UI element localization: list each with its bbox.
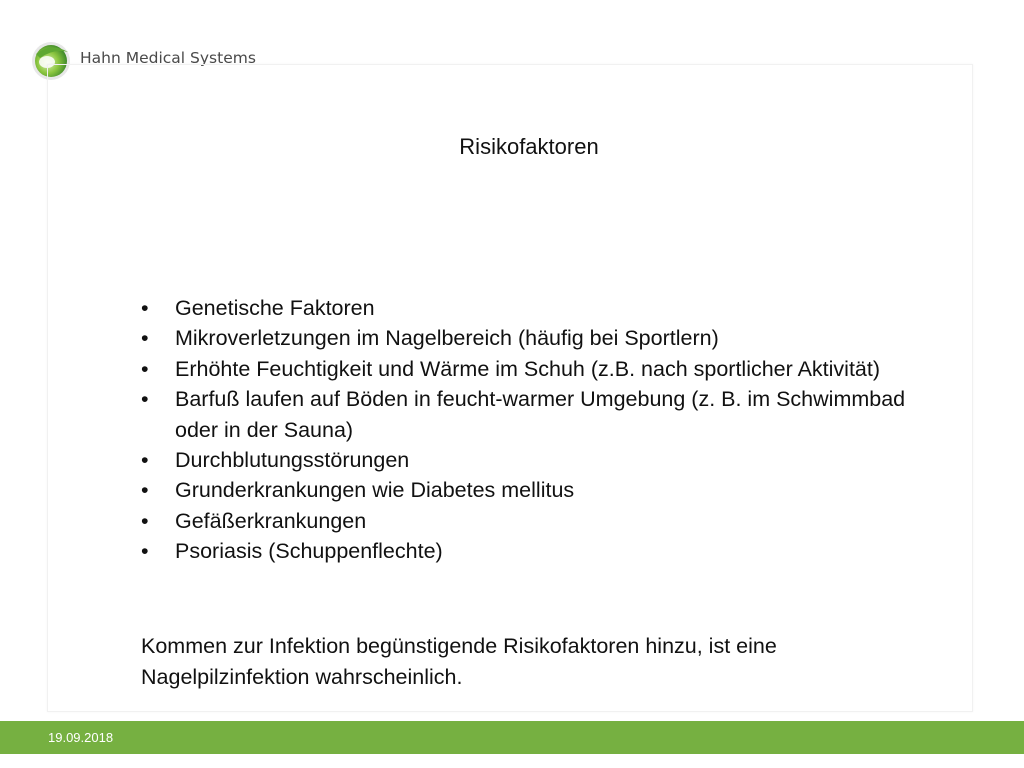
bullet-icon: • bbox=[141, 356, 149, 381]
footer-date: 19.09.2018 bbox=[48, 730, 114, 745]
list-item bbox=[141, 536, 911, 566]
list-item bbox=[141, 323, 911, 353]
bullet-icon: • bbox=[141, 539, 149, 564]
risk-factor-list bbox=[141, 293, 911, 567]
bullet-icon: • bbox=[141, 508, 149, 533]
bullet-icon: • bbox=[141, 326, 149, 351]
list-item-text: Erhöhte Feuchtigkeit und Wärme im Schuh (z.B. nach sportlicher Aktivität) bbox=[175, 356, 881, 381]
company-name: Hahn Medical Systems bbox=[80, 49, 256, 67]
list-item-text: Genetische Faktoren bbox=[175, 296, 375, 320]
list-item bbox=[141, 293, 911, 323]
bullet-icon: • bbox=[141, 296, 149, 320]
conclusion-text: Kommen zur Infektion begünstigende Risikofaktoren hinzu, ist eine Nagelpilzinfektion wahrscheinlich. bbox=[141, 634, 777, 689]
slide-title: Risikofaktoren bbox=[459, 134, 599, 159]
list-item-text: Durchblutungsstörungen bbox=[175, 448, 410, 473]
list-item bbox=[141, 475, 911, 505]
list-item-text: Mikroverletzungen im Nagelbereich (häufig bei Sportlern) bbox=[175, 326, 719, 351]
bullet-icon: • bbox=[141, 387, 149, 412]
list-item-text: Barfuß laufen auf Böden in feucht-warmer Umgebung (z. B. im Schwimmbad oder in der Sauna) bbox=[175, 387, 906, 442]
list-item bbox=[141, 445, 911, 475]
list-item-text: Gefäßerkrankungen bbox=[175, 508, 367, 533]
list-item bbox=[141, 506, 911, 536]
bullet-icon: • bbox=[141, 448, 149, 473]
list-item-text: Psoriasis (Schuppenflechte) bbox=[175, 539, 443, 564]
list-item bbox=[141, 384, 911, 445]
list-item-text: Grunderkrankungen wie Diabetes mellitus bbox=[175, 478, 575, 503]
list-item bbox=[141, 354, 911, 384]
footer-bar bbox=[0, 721, 1024, 754]
bullet-icon: • bbox=[141, 478, 149, 503]
